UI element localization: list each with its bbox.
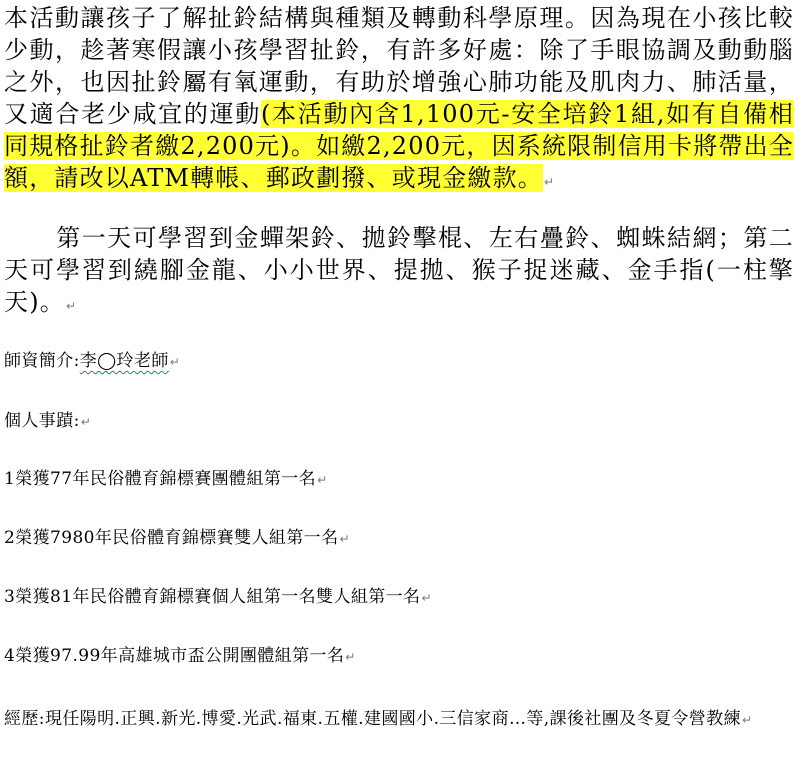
course-content-text: 第一天可學習到金蟬架鈴、拋鈴擊棍、左右疊鈴、蜘蛛結網；第二天可學習到繞腳金龍、小小世界、提拋、猴子捉迷藏、金手指(一柱擎天)。 [4, 224, 794, 316]
experience-paragraph [4, 704, 784, 735]
intro-paragraph [0, 2, 798, 198]
paragraph-mark: ↵ [421, 591, 432, 605]
teacher-intro-line [4, 350, 180, 373]
teacher-name: 李◯玲老師 [79, 351, 169, 371]
achievements-heading [4, 410, 91, 433]
achievement-text: 3榮獲81年民俗體育錦標賽個人組第一名雙人組第一名 [4, 587, 421, 607]
paragraph-mark: ↵ [80, 415, 92, 429]
paragraph-mark: ↵ [544, 175, 556, 189]
paragraph-mark: ↵ [169, 355, 181, 369]
course-content-paragraph [0, 222, 798, 322]
paragraph-mark: ↵ [741, 713, 753, 727]
fee-highlight-text: (本活動內含1,100元-安全培鈴1組,如有自備相同規格扯鈴者繳2,200元)。如繳2,200元，因系統限制信用卡將帶出全額，請改以ATM轉帳、郵政劃撥、或現金繳款。 [4, 100, 795, 192]
intro-text: 本活動讓孩子了解扯鈴結構與種類及轉動科學原理。因為現在小孩比較少動，趁著寒假讓小孩學習扯鈴，有許多好處：除了手眼協調及動動腦之外，也因扯鈴屬有氧運動，有助於增強心肺功能及肌肉力、肺活量，又適合老少咸宜的運動 [4, 4, 794, 128]
achievement-item [4, 645, 356, 668]
paragraph-mark: ↵ [317, 473, 328, 487]
paragraph-mark: ↵ [65, 299, 78, 313]
achievement-text: 4榮獲97.99年高雄城市盃公開團體組第一名 [4, 646, 345, 666]
experience-label: 經歷: [4, 709, 45, 729]
paragraph-mark: ↵ [345, 650, 356, 664]
achievement-item [4, 586, 432, 609]
achievement-item [4, 468, 328, 491]
achievement-item [4, 527, 350, 550]
paragraph-mark: ↵ [339, 532, 350, 546]
experience-text: 現任陽明.正興.新光.博愛.光武.福東.五權.建國國小.三信家商…等,課後社團及冬夏令營教練 [44, 709, 741, 729]
achievement-text: 1榮獲77年民俗體育錦標賽團體組第一名 [4, 469, 317, 489]
achievements-heading-text: 個人事蹟: [4, 411, 80, 431]
teacher-label: 師資簡介: [4, 351, 80, 371]
achievement-text: 2榮獲7980年民俗體育錦標賽雙人組第一名 [4, 528, 339, 548]
